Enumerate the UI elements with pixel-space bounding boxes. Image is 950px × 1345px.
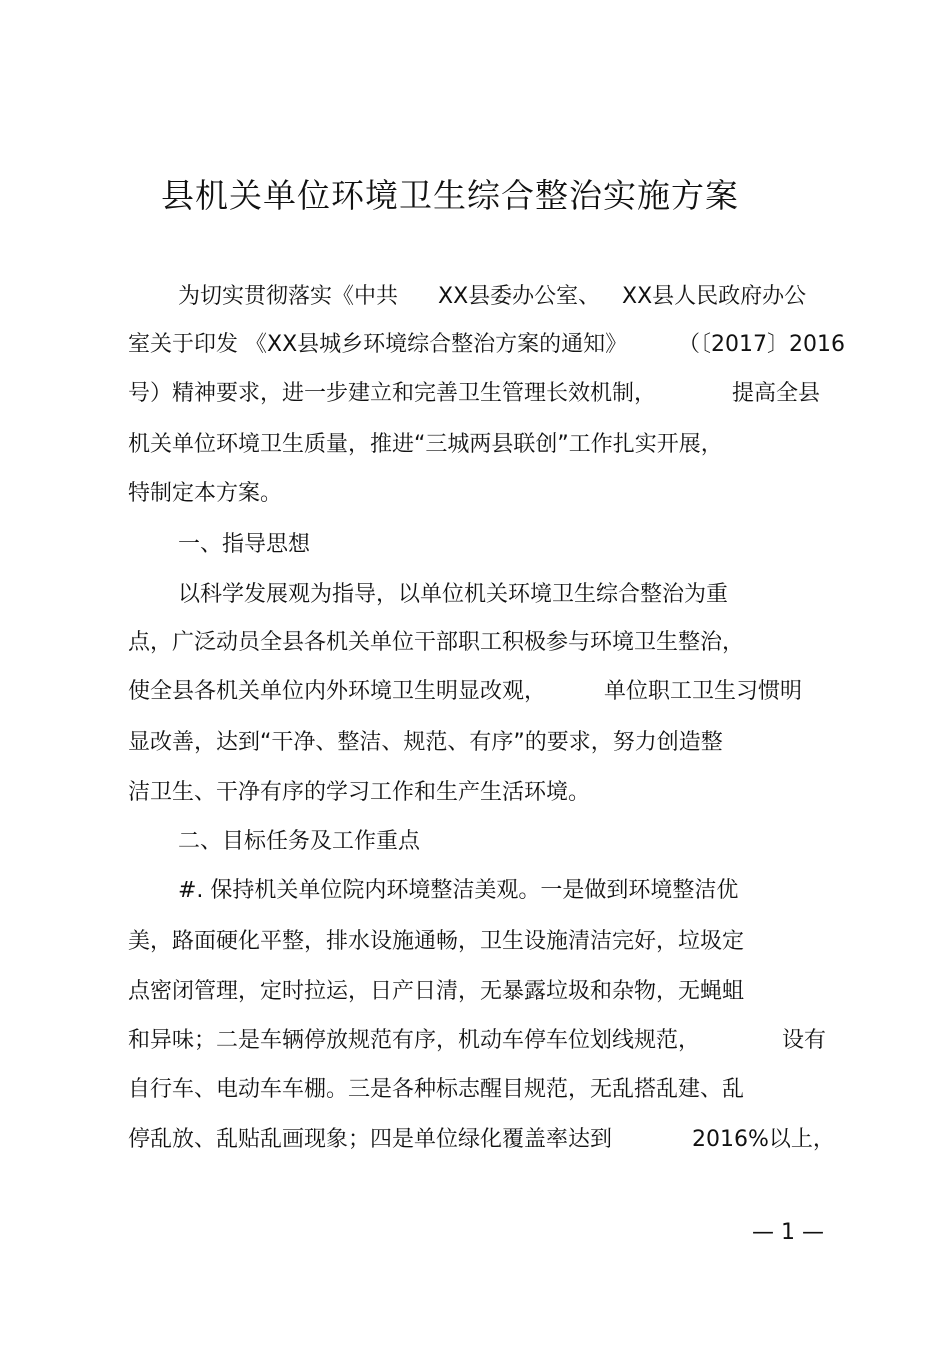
line-segment: #. 保持机关单位院内环境整洁美观。一是做到环境整洁优 (178, 878, 739, 903)
line-segment: 单位职工卫生习惯明 (604, 679, 803, 704)
line-segment: 使全县各机关单位内外环境卫生明显改观， (128, 679, 547, 704)
line-segment: （〔2017〕2016 (678, 332, 845, 357)
page-number: — 1 — (752, 1220, 824, 1245)
line-segment: 机关单位环境卫生质量，推进“三城两县联创”工作扎实开展， (128, 432, 723, 457)
line-segment: 为切实贯彻落实《中共 (178, 284, 399, 309)
line-segment: 以科学发展观为指导，以单位机关环境卫生综合整治为重 (178, 582, 729, 607)
line-segment: XX县委办公室、 (438, 284, 601, 309)
line-segment: 洁卫生、干净有序的学习工作和生产生活环境。 (128, 780, 591, 805)
line-segment: 显改善，达到“干净、整洁、规范、有序”的要求，努力创造整 (128, 730, 723, 755)
line-segment: 二、目标任务及工作重点 (178, 829, 421, 854)
line-segment: 点密闭管理，定时拉运，日产日清，无暴露垃圾和杂物，无蝇蛆 (128, 979, 745, 1004)
line-segment: 和异味；二是车辆停放规范有序，机动车停车位划线规范， (128, 1028, 701, 1053)
line-segment: 提高全县 (732, 381, 821, 406)
line-segment: 室关于印发 《XX县城乡环境综合整治方案的通知》 (128, 332, 628, 357)
document-title: 县机关单位环境卫生综合整治实施方案 (161, 176, 739, 215)
line-segment: 设有 (782, 1028, 827, 1053)
line-segment: 停乱放、乱贴乱画现象；四是单位绿化覆盖率达到 (128, 1127, 613, 1152)
line-segment: XX县人民政府办公 (622, 284, 807, 309)
line-segment: 自行车、电动车车棚。三是各种标志醒目规范，无乱搭乱建、乱 (128, 1077, 745, 1102)
line-segment: 美，路面硬化平整，排水设施通畅，卫生设施清洁完好，垃圾定 (128, 929, 745, 954)
line-segment: 一、指导思想 (178, 532, 311, 557)
line-segment: 特制定本方案。 (128, 481, 283, 506)
line-segment: 号）精神要求，进一步建立和完善卫生管理长效机制， (128, 381, 657, 406)
line-segment: 点，广泛动员全县各机关单位干部职工积极参与环境卫生整治， (128, 630, 745, 655)
line-segment: 2016%以上， (692, 1127, 835, 1152)
